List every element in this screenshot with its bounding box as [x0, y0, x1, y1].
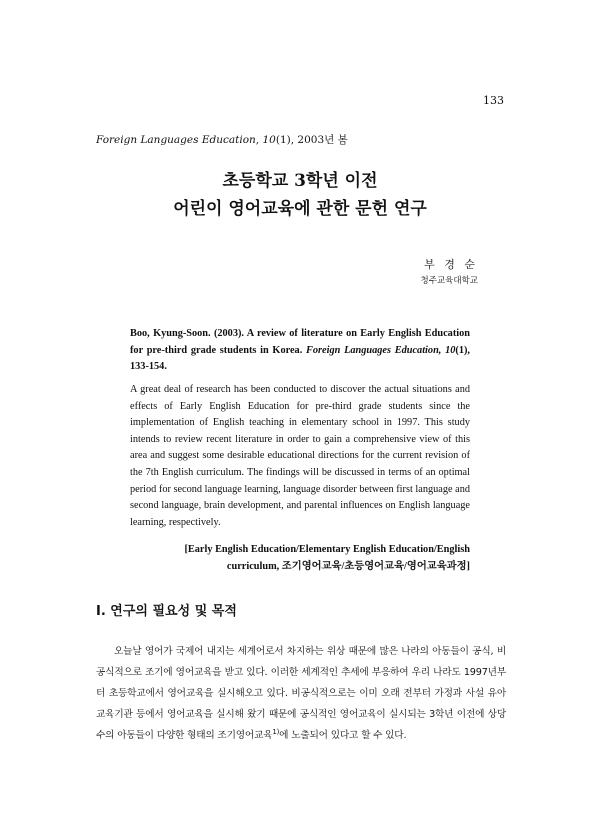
citation-volume: 10: [445, 344, 456, 356]
journal-title: Foreign Languages Education,: [96, 134, 263, 146]
footnote-mark: 1): [272, 727, 280, 736]
author-affiliation: 청주교육대학교: [420, 276, 478, 286]
section-heading: I. 연구의 필요성 및 목적: [96, 604, 237, 619]
citation-suffix: (1), 133-154.: [130, 344, 470, 373]
body-paragraph: [96, 641, 506, 746]
body-paragraph-end: 에 노출되어 있다고 할 수 있다.: [279, 730, 407, 741]
journal-header: [96, 132, 348, 147]
paper-title-line-2: 어린이 영어교육에 관한 문헌 연구: [173, 199, 427, 219]
citation-journal: Foreign Languages Education,: [306, 344, 446, 356]
abstract: A great deal of research has been conducted to discover the actual situations and effects of Early English Education for pre-third grade students since the implementation of English teaching in elementary school in 1997. This study intends to review recent literature in order to gain a comprehensive view of this area and suggest some desirable educational directions for the current revision of the 7th English curriculum. The findings will be discussed in terms of an optimal period for second language learning, language disorder between first language and second language, brain development, and parental influences on English language learning, respectively.: [130, 384, 470, 528]
author-name: 부 경 순: [424, 258, 478, 271]
citation: [130, 326, 470, 376]
page-number: 133: [483, 94, 504, 107]
journal-volume: 10: [262, 134, 276, 146]
journal-issue-year: (1), 2003년 봄: [275, 134, 348, 146]
body-paragraph-text: 오늘날 영어가 국제어 내지는 세계어로서 차지하는 위상 때문에 많은 나라의 아동들이 공식, 비공식적으로 조기에 영어교육을 받고 있다. 이러한 세계적인 추세에 부응하여 우리 나라도 1997년부터 초등학교에서 영어교육을 실시해오고 있다. 비공식적으로는 이미 오래 전부터 가정과 사설 유아교육기관 등에서 영어교육을 실시해 왔기 때문에 공식적인 영어교육이 실시되는 3학년 이전에 상당수의 아동들이 다양한 형태의 조기영어교육: [96, 646, 506, 741]
citation-prefix: Boo, Kyung-Soon. (2003). A review of literature on Early English Education for pre-third grade students in Korea.: [130, 328, 470, 356]
keywords: [Early English Education/Elementary English Education/English curriculum, 조기영어교육/초등영어교육/영어교육과정]: [184, 544, 470, 572]
paper-title-line-1: 초등학교 3학년 이전: [222, 171, 378, 191]
